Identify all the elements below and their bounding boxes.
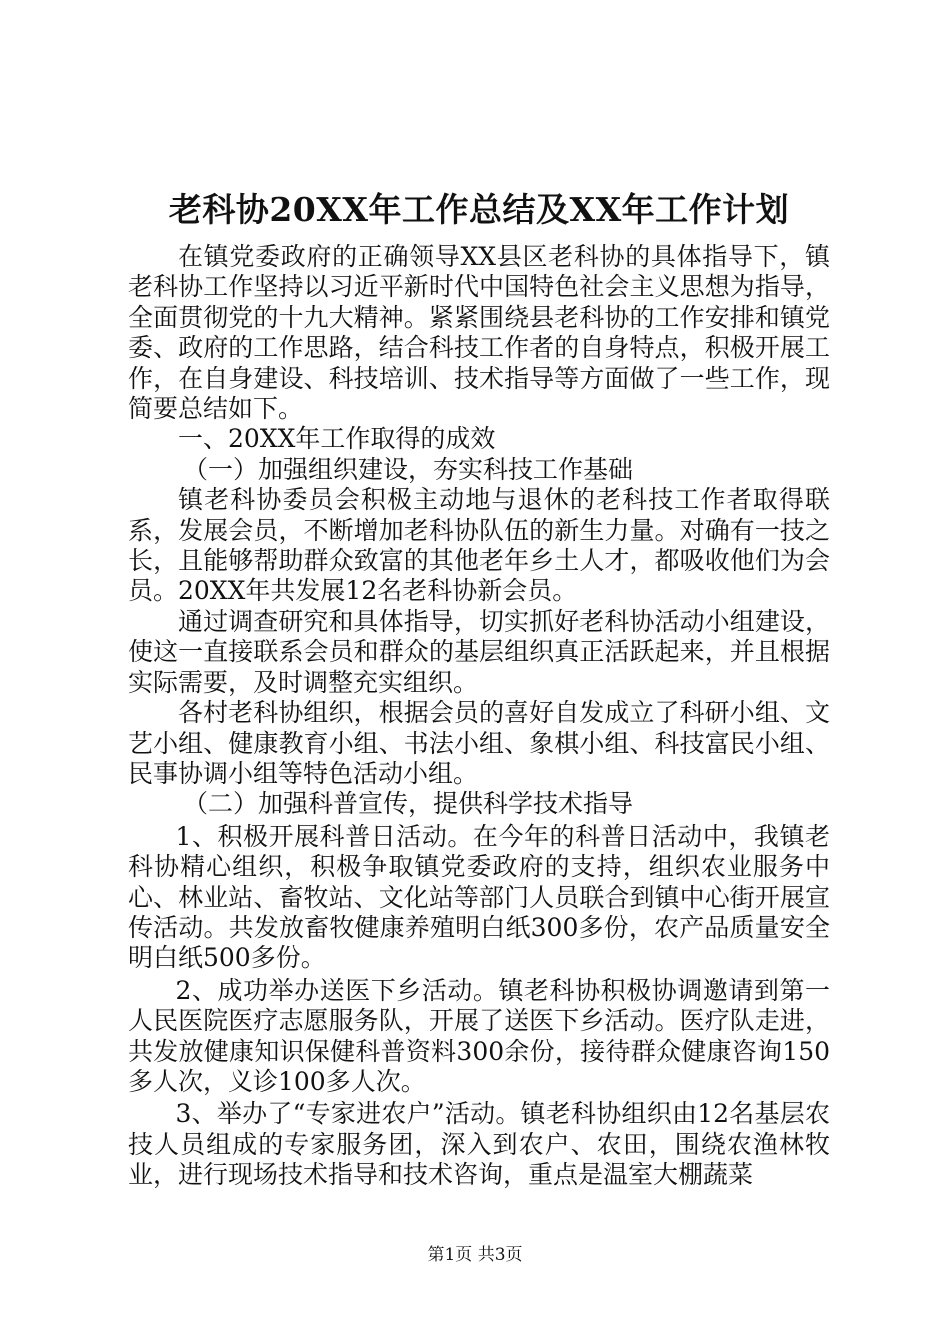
numbered-item: 1、积极开展科普日活动。在今年的科普日活动中，我镇老科协精心组织，积极争取镇党委政府的支持，组织农业服务中心、林业站、畜牧站、文化站等部门人员联合到镇中心街开展宣传活动。共发放畜牧健康养殖明白纸300多份，农产品质量安全明白纸500多份。: [128, 821, 830, 973]
section-heading-achievements: 一、20XX年工作取得的成效: [178, 424, 496, 454]
body-paragraph: 各村老科协组织，根据会员的喜好自发成立了科研小组、文艺小组、健康教育小组、书法小组、象棋小组、科技富民小组、民事协调小组等特色活动小组。: [128, 698, 830, 788]
subsection-heading-organization: （一）加强组织建设，夯实科技工作基础: [183, 454, 634, 484]
intro-paragraph: 在镇党委政府的正确领导XX县区老科协的具体指导下，镇老科协工作坚持以习近平新时代中国特色社会主义思想为指导，全面贯彻党的十九大精神。紧紧围绕县老科协的工作安排和镇党委、政府的工作思路，结合科技工作者的自身特点，积极开展工作，在自身建设、科技培训、技术指导等方面做了一些工作，现简要总结如下。: [128, 242, 830, 424]
body-paragraph: 通过调查研究和具体指导，切实抓好老科协活动小组建设，使这一直接联系会员和群众的基层组织真正活跃起来，并且根据实际需要，及时调整充实组织。: [128, 606, 830, 697]
body-paragraph: 镇老科协委员会积极主动地与退休的老科技工作者取得联系，发展会员，不断增加老科协队伍的新生力量。对确有一技之长，且能够帮助群众致富的其他老年乡土人才，都吸收他们为会员。20XX年共发展12名老科协新会员。: [128, 485, 830, 606]
document-title: 老科协20XX年工作总结及XX年工作计划: [168, 190, 790, 229]
numbered-item: 3、举办了“专家进农户”活动。镇老科协组织由12名基层农技人员组成的专家服务团，深入到农户、农田，围绕农渔林牧业，进行现场技术指导和技术咨询，重点是温室大棚蔬菜: [128, 1099, 830, 1190]
document-body: [128, 242, 830, 1191]
numbered-item: 2、成功举办送医下乡活动。镇老科协积极协调邀请到第一人民医院医疗志愿服务队，开展了送医下乡活动。医疗队走进，共发放健康知识保健科普资料300余份，接待群众健康咨询150多人次，义诊100多人次。: [128, 975, 830, 1096]
page-footer: 第1页 共3页: [427, 1245, 523, 1265]
subsection-heading-science-promotion: （二）加强科普宣传，提供科学技术指导: [183, 789, 634, 819]
